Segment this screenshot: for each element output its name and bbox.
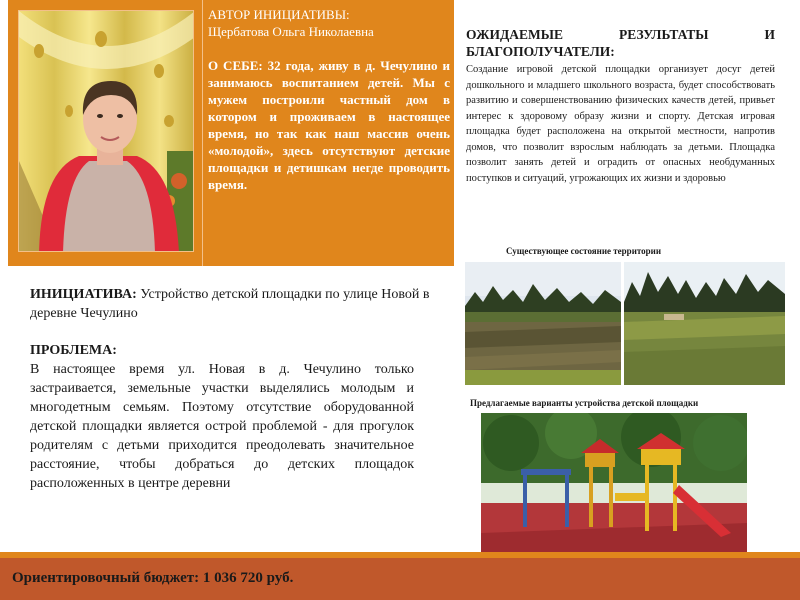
author-block xyxy=(8,0,454,266)
problem xyxy=(30,341,414,493)
budget-band-stripe xyxy=(0,552,800,558)
playground-photo xyxy=(481,413,747,556)
budget-text: Ориентировочный бюджет: 1 036 720 руб. xyxy=(12,570,294,586)
problem-body: В настоящее время ул. Новая в д. Чечулино только застраивается, земельные участки выделялись молодым и многодетным семьям. Поэтому отсутствие оборудованной детской площадки является острой проблемой - для прогулок родителям с детьми приходится преодолевать значительное расстояние, чтобы добраться до детских площадок расположенных в центре деревни xyxy=(30,362,414,491)
results-heading-last: БЛАГОПОЛУЧАТЕЛИ: xyxy=(466,44,615,59)
results-heading xyxy=(466,26,775,60)
caption-proposed-options: Предлагаемые варианты устройства детской площадки xyxy=(470,398,699,408)
initiative-text: Устройство детской площадки по улице Новой в деревне Чечулино xyxy=(30,287,430,321)
problem-heading: ПРОБЛЕМА: xyxy=(30,343,117,358)
expected-results xyxy=(466,26,775,186)
site-photo-1 xyxy=(465,262,621,385)
author-photo xyxy=(18,10,194,252)
author-heading: АВТОР ИНИЦИАТИВЫ: xyxy=(208,7,350,22)
results-body: Создание игровой детской площадки организует досуг детей дошкольного и младшего школьного возраста, будет способствовать развитию и совершенствованию физических качеств детей, привьет интерес к здоровому образу жизни и спорту. Детская игровая площадка будет расположена на открытой местности, напротив домов, что позволит взрослым наблюдать за детьми. Площадка позволит занять детей и оградить от опасных необдуманных поступков и ситуаций, угрожающих их жизни и здоровью xyxy=(466,64,775,184)
author-about: О СЕБЕ: 32 года, живу в д. Чечулино и занимаюсь воспитанием детей. Мы с мужем построили частный дом в котором и проживаем в настоящее время, но так как наш массив очень «молодой», здесь отсутствуют детские площадки и детишкам негде проводить время. xyxy=(208,58,450,192)
caption-current-state: Существующее состояние территории xyxy=(506,246,662,256)
initiative-label: ИНИЦИАТИВА: xyxy=(30,287,137,302)
site-photo-2 xyxy=(624,262,785,385)
initiative xyxy=(30,285,430,323)
results-heading-main: ОЖИДАЕМЫЕ РЕЗУЛЬТАТЫ И xyxy=(466,27,775,42)
photo-divider xyxy=(202,0,203,266)
author-name: Щербатова Ольга Николаевна xyxy=(208,24,374,39)
author-text xyxy=(208,6,450,193)
